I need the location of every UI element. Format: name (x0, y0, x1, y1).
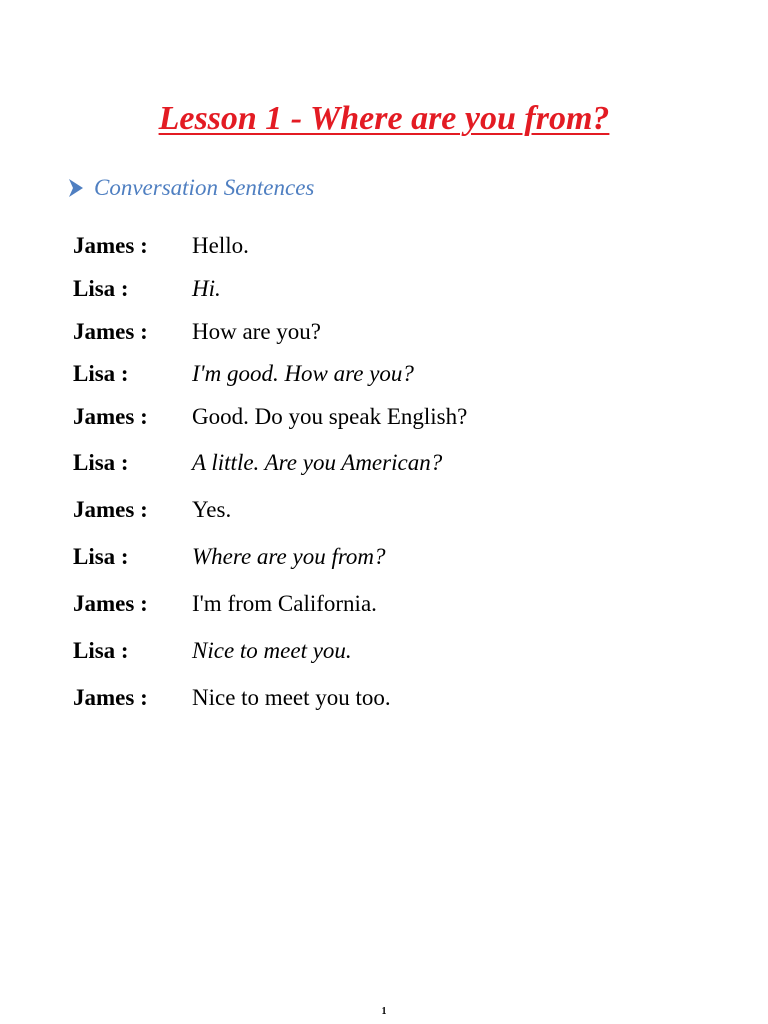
dialogue-text: Where are you from? (192, 544, 386, 569)
dialogue-text: I'm good. How are you? (192, 361, 414, 386)
speaker-label: Lisa : (73, 361, 129, 386)
speaker-label: Lisa : (73, 638, 129, 663)
speaker-label: James : (73, 685, 148, 710)
conversation-line (0, 272, 768, 306)
dialogue-text: Nice to meet you too. (192, 685, 391, 710)
conversation-line (0, 357, 768, 391)
dialogue-text: Hi. (192, 276, 221, 301)
speaker-label: Lisa : (73, 450, 129, 475)
speaker-label: James : (73, 404, 148, 429)
conversation-line (0, 229, 768, 263)
speaker-label: James : (73, 233, 148, 258)
speaker-label: James : (73, 591, 148, 616)
conversation-line (0, 681, 768, 715)
conversation-line (0, 540, 768, 574)
conversation-line (0, 315, 768, 349)
dialogue-text: Nice to meet you. (192, 638, 352, 663)
section-heading-text: Conversation Sentences (94, 175, 315, 200)
dialogue-text: Hello. (192, 233, 249, 258)
arrowhead-bullet-icon (68, 178, 84, 198)
speaker-label: Lisa : (73, 544, 129, 569)
conversation-line (0, 493, 768, 527)
conversation-line (0, 587, 768, 621)
dialogue-text: I'm from California. (192, 591, 377, 616)
dialogue-text: Good. Do you speak English? (192, 404, 468, 429)
page-number: 1 (381, 1006, 387, 1017)
dialogue-text: A little. Are you American? (192, 450, 443, 475)
speaker-label: James : (73, 319, 148, 344)
conversation-line (0, 400, 768, 434)
dialogue-text: How are you? (192, 319, 322, 344)
dialogue-text: Yes. (192, 497, 232, 522)
section-heading (68, 172, 314, 204)
speaker-label: James : (73, 497, 148, 522)
lesson-title-text: Lesson 1 - Where are you from? (158, 100, 610, 137)
lesson-title (0, 98, 768, 140)
speaker-label: Lisa : (73, 276, 129, 301)
conversation-line (0, 634, 768, 668)
conversation-line (0, 446, 768, 480)
